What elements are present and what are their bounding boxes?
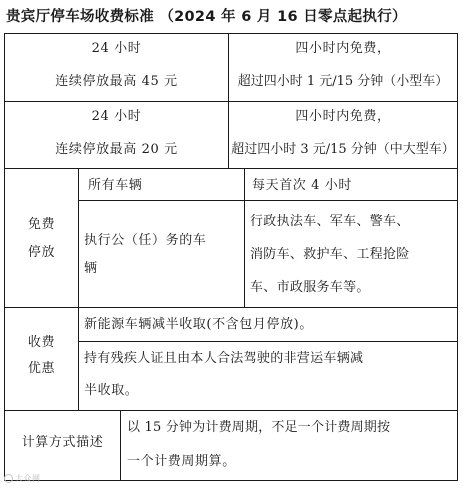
table-rule [78,200,458,201]
row1-left-line2: 连续停放最高 45 元 [55,74,178,89]
vehicle-types-line2: 消防车、救护车、工程抢险 [250,247,410,262]
official-vehicles-line2: 辆 [84,261,98,276]
row2-right-line2: 超过四小时 3 元/15 分钟（中大型车） [231,142,455,157]
row1-left-line1: 24 小时 [91,41,142,56]
disability-discount-line1: 持有残疾人证且由本人合法驾驶的非营运车辆减 [84,351,364,366]
method-text-line2: 一个计费周期算。 [127,454,236,469]
free-all-vehicles: 所有车辆 [88,178,143,193]
disability-discount-line2: 半收取。 [84,383,139,398]
table-rule [78,168,79,411]
page-title: 贵宾厅停车场收费标准 （2024 年 6 月 16 日零点起执行） [6,9,407,25]
free-first-4-hours: 每天首次 4 小时 [252,178,352,193]
method-text-line1: 以 15 分钟为计费周期，不足一个计费周期按 [127,420,391,435]
vehicle-types-line1: 行政执法车、军车、警车、 [250,214,410,229]
table-rule [4,410,458,411]
free-parking-label-line2: 停放 [27,245,56,260]
row1-right-line1: 四小时内免费， [295,41,391,56]
table-border-top [4,33,458,34]
watermark [4,473,41,484]
table-rule [4,168,458,169]
table-rule [120,410,121,481]
row1-right-line2: 超过四小时 1 元/15 分钟（小型车） [237,74,449,89]
discount-label-line1: 收费 [27,335,56,350]
method-label: 计算方式描述 [21,435,104,450]
table-border-right [457,33,458,481]
official-vehicles-line1: 执行公（任）务的车 [84,233,207,248]
row2-left-line1: 24 小时 [91,109,142,124]
table-rule [244,168,245,308]
table-rule [4,101,458,102]
free-parking-label-line1: 免费 [27,217,56,232]
new-energy-discount: 新能源车辆减半收取(不含包月停放)。 [84,317,313,332]
row2-left-line2: 连续停放最高 20 元 [55,142,178,157]
watermark-text: 大众网 [15,474,41,483]
table-rule [4,307,458,308]
discount-label-line2: 优惠 [27,361,56,376]
table-border-bottom [4,480,458,481]
watermark-logo-icon [4,474,13,483]
row2-right-line1: 四小时内免费， [295,109,391,124]
table-rule [78,341,458,342]
vehicle-types-line3: 车、市政服务车等。 [250,280,370,295]
